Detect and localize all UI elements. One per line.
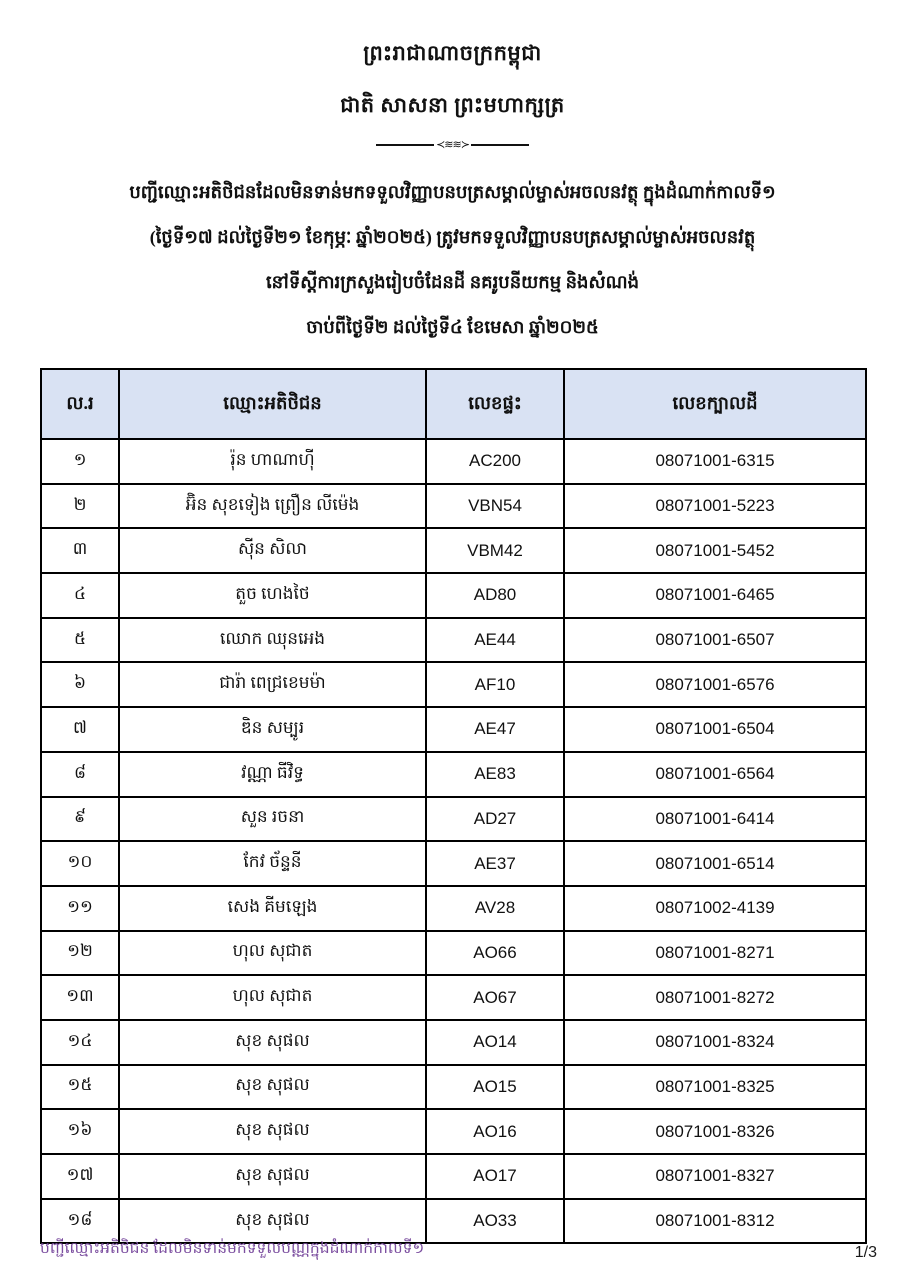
- house-number-cell: AF10: [426, 662, 564, 707]
- row-number-cell: ៥: [41, 618, 119, 663]
- row-number-cell: ១៦: [41, 1109, 119, 1154]
- row-number-cell: ១២: [41, 931, 119, 976]
- customer-name-cell: ហុល សុជាត: [119, 975, 426, 1020]
- table-row: [41, 886, 866, 931]
- house-number-cell: AE83: [426, 752, 564, 797]
- row-number-cell: ១៥: [41, 1065, 119, 1110]
- customer-name-cell: សួន រចនា: [119, 797, 426, 842]
- decorative-divider: [0, 140, 905, 150]
- customer-name-cell: សុខ សុផល: [119, 1065, 426, 1110]
- table-row: [41, 841, 866, 886]
- customer-name-cell: សុខ សុផល: [119, 1020, 426, 1065]
- parcel-number-cell: 08071001-8271: [564, 931, 866, 976]
- house-number-cell: AO15: [426, 1065, 564, 1110]
- row-number-cell: ១: [41, 439, 119, 484]
- page-number: 1/3: [854, 1244, 877, 1261]
- parcel-number-cell: 08071001-8312: [564, 1199, 866, 1244]
- table-row: [41, 618, 866, 663]
- house-number-cell: AO16: [426, 1109, 564, 1154]
- parcel-number-cell: 08071001-6564: [564, 752, 866, 797]
- row-number-cell: ១០: [41, 841, 119, 886]
- table-row: [41, 528, 866, 573]
- table-row: [41, 573, 866, 618]
- customer-name-cell: អ៊ិន សុខទៀង ព្រឿន លីម៉េង: [119, 484, 426, 529]
- customer-name-cell: ស៊ីន សិលា: [119, 528, 426, 573]
- table-row: [41, 975, 866, 1020]
- parcel-number-cell: 08071001-8326: [564, 1109, 866, 1154]
- customer-name-cell: សុខ សុផល: [119, 1154, 426, 1199]
- footer-note: បញ្ជីឈ្មោះអតិថិជន ដែលមិនទាន់មកទទួលបណ្ណក្នុងដំណាក់កាលទី១: [40, 1240, 425, 1257]
- parcel-number-cell: 08071001-6507: [564, 618, 866, 663]
- header-cell-parcel-no: លេខក្បាលដី: [564, 369, 866, 439]
- kingdom-motto-line1: ព្រះរាជាណាចក្រកម្ពុជា: [363, 41, 542, 65]
- parcel-number-cell: 08071001-6465: [564, 573, 866, 618]
- table-row: [41, 931, 866, 976]
- house-number-cell: AE44: [426, 618, 564, 663]
- house-number-cell: AO67: [426, 975, 564, 1020]
- parcel-number-cell: 08071001-6414: [564, 797, 866, 842]
- row-number-cell: ១១: [41, 886, 119, 931]
- customer-name-cell: សេង គីមឡេង: [119, 886, 426, 931]
- header-cell-number: ល.រ: [41, 369, 119, 439]
- table-row: [41, 1065, 866, 1110]
- parcel-number-cell: 08071001-8325: [564, 1065, 866, 1110]
- parcel-number-cell: 08071001-6576: [564, 662, 866, 707]
- customer-name-cell: សុខ សុផល: [119, 1199, 426, 1244]
- customer-name-cell: រ៉ុន ហាណាហ៊ី: [119, 439, 426, 484]
- house-number-cell: VBM42: [426, 528, 564, 573]
- customer-name-cell: ជារ៉ា ពេជ្រខេមម៉ា: [119, 662, 426, 707]
- row-number-cell: ៧: [41, 707, 119, 752]
- customer-name-cell: ឈោក ឈុនអេង: [119, 618, 426, 663]
- row-number-cell: ៦: [41, 662, 119, 707]
- table-row: [41, 1109, 866, 1154]
- row-number-cell: ១៨: [41, 1199, 119, 1244]
- parcel-number-cell: 08071001-8324: [564, 1020, 866, 1065]
- customer-name-cell: ហុល សុជាត: [119, 931, 426, 976]
- house-number-cell: AV28: [426, 886, 564, 931]
- table-row: [41, 662, 866, 707]
- table-row: [41, 1154, 866, 1199]
- row-number-cell: ១៤: [41, 1020, 119, 1065]
- customer-name-cell: កែវ ច័ន្ទនី: [119, 841, 426, 886]
- table-row: [41, 1199, 866, 1244]
- table-header-row: [41, 369, 866, 439]
- house-number-cell: AO33: [426, 1199, 564, 1244]
- table-row: [41, 707, 866, 752]
- row-number-cell: ១៣: [41, 975, 119, 1020]
- row-number-cell: ៣: [41, 528, 119, 573]
- parcel-number-cell: 08071001-6514: [564, 841, 866, 886]
- customer-name-cell: តួច ហេងថៃ: [119, 573, 426, 618]
- table-body: [41, 439, 866, 1243]
- customer-name-cell: សុខ សុផល: [119, 1109, 426, 1154]
- house-number-cell: AO17: [426, 1154, 564, 1199]
- parcel-number-cell: 08071001-5223: [564, 484, 866, 529]
- house-number-cell: AD27: [426, 797, 564, 842]
- house-number-cell: AO66: [426, 931, 564, 976]
- house-number-cell: AC200: [426, 439, 564, 484]
- house-number-cell: VBN54: [426, 484, 564, 529]
- document-title: [55, 170, 850, 350]
- house-number-cell: AE47: [426, 707, 564, 752]
- row-number-cell: ៤: [41, 573, 119, 618]
- title-line-4: ចាប់ពីថ្ងៃទី២ ដល់ថ្ងៃទី៤ ខែមេសា ឆ្នាំ២០២៥: [306, 317, 599, 337]
- row-number-cell: ២: [41, 484, 119, 529]
- title-line-1: បញ្ជីឈ្មោះអតិថិជនដែលមិនទាន់មកទទួលវិញ្ញាបនបត្រសម្គាល់ម្ចាស់អចលនវត្ថុ ក្នុងដំណាក់កាលទី១: [129, 182, 776, 202]
- table-row: [41, 752, 866, 797]
- customer-name-cell: ឌិន សម្បូរ: [119, 707, 426, 752]
- title-line-3: នៅទីស្តីការក្រសួងរៀបចំដែនដី នគរូបនីយកម្ម និងសំណង់: [265, 272, 640, 292]
- kingdom-motto-line2: ជាតិ សាសនា ព្រះមហាក្សត្រ: [340, 93, 565, 117]
- parcel-number-cell: 08071001-8327: [564, 1154, 866, 1199]
- parcel-number-cell: 08071001-6504: [564, 707, 866, 752]
- table-row: [41, 1020, 866, 1065]
- customer-name-cell: វណ្ណា ធីវិទ្ធ: [119, 752, 426, 797]
- row-number-cell: ១៧: [41, 1154, 119, 1199]
- table-row: [41, 484, 866, 529]
- divider-ornament-glyph: ≺≋≋≻: [436, 139, 469, 151]
- header-cell-name: ឈ្មោះអតិថិជន: [119, 369, 426, 439]
- customer-roster-table: [40, 368, 867, 1244]
- parcel-number-cell: 08071001-5452: [564, 528, 866, 573]
- parcel-number-cell: 08071001-6315: [564, 439, 866, 484]
- row-number-cell: ៨: [41, 752, 119, 797]
- row-number-cell: ៩: [41, 797, 119, 842]
- header-cell-house-no: លេខផ្ទះ: [426, 369, 564, 439]
- house-number-cell: AD80: [426, 573, 564, 618]
- parcel-number-cell: 08071002-4139: [564, 886, 866, 931]
- parcel-number-cell: 08071001-8272: [564, 975, 866, 1020]
- house-number-cell: AO14: [426, 1020, 564, 1065]
- title-line-2: (ថ្ងៃទី១៧ ដល់ថ្ងៃទី២១ ខែកុម្ភៈ ឆ្នាំ២០២៥) ត្រូវមកទទួលវិញ្ញាបនបត្រសម្គាល់ម្ចាស់អចលនវត្ថុ: [149, 227, 756, 247]
- table-row: [41, 439, 866, 484]
- house-number-cell: AE37: [426, 841, 564, 886]
- table-row: [41, 797, 866, 842]
